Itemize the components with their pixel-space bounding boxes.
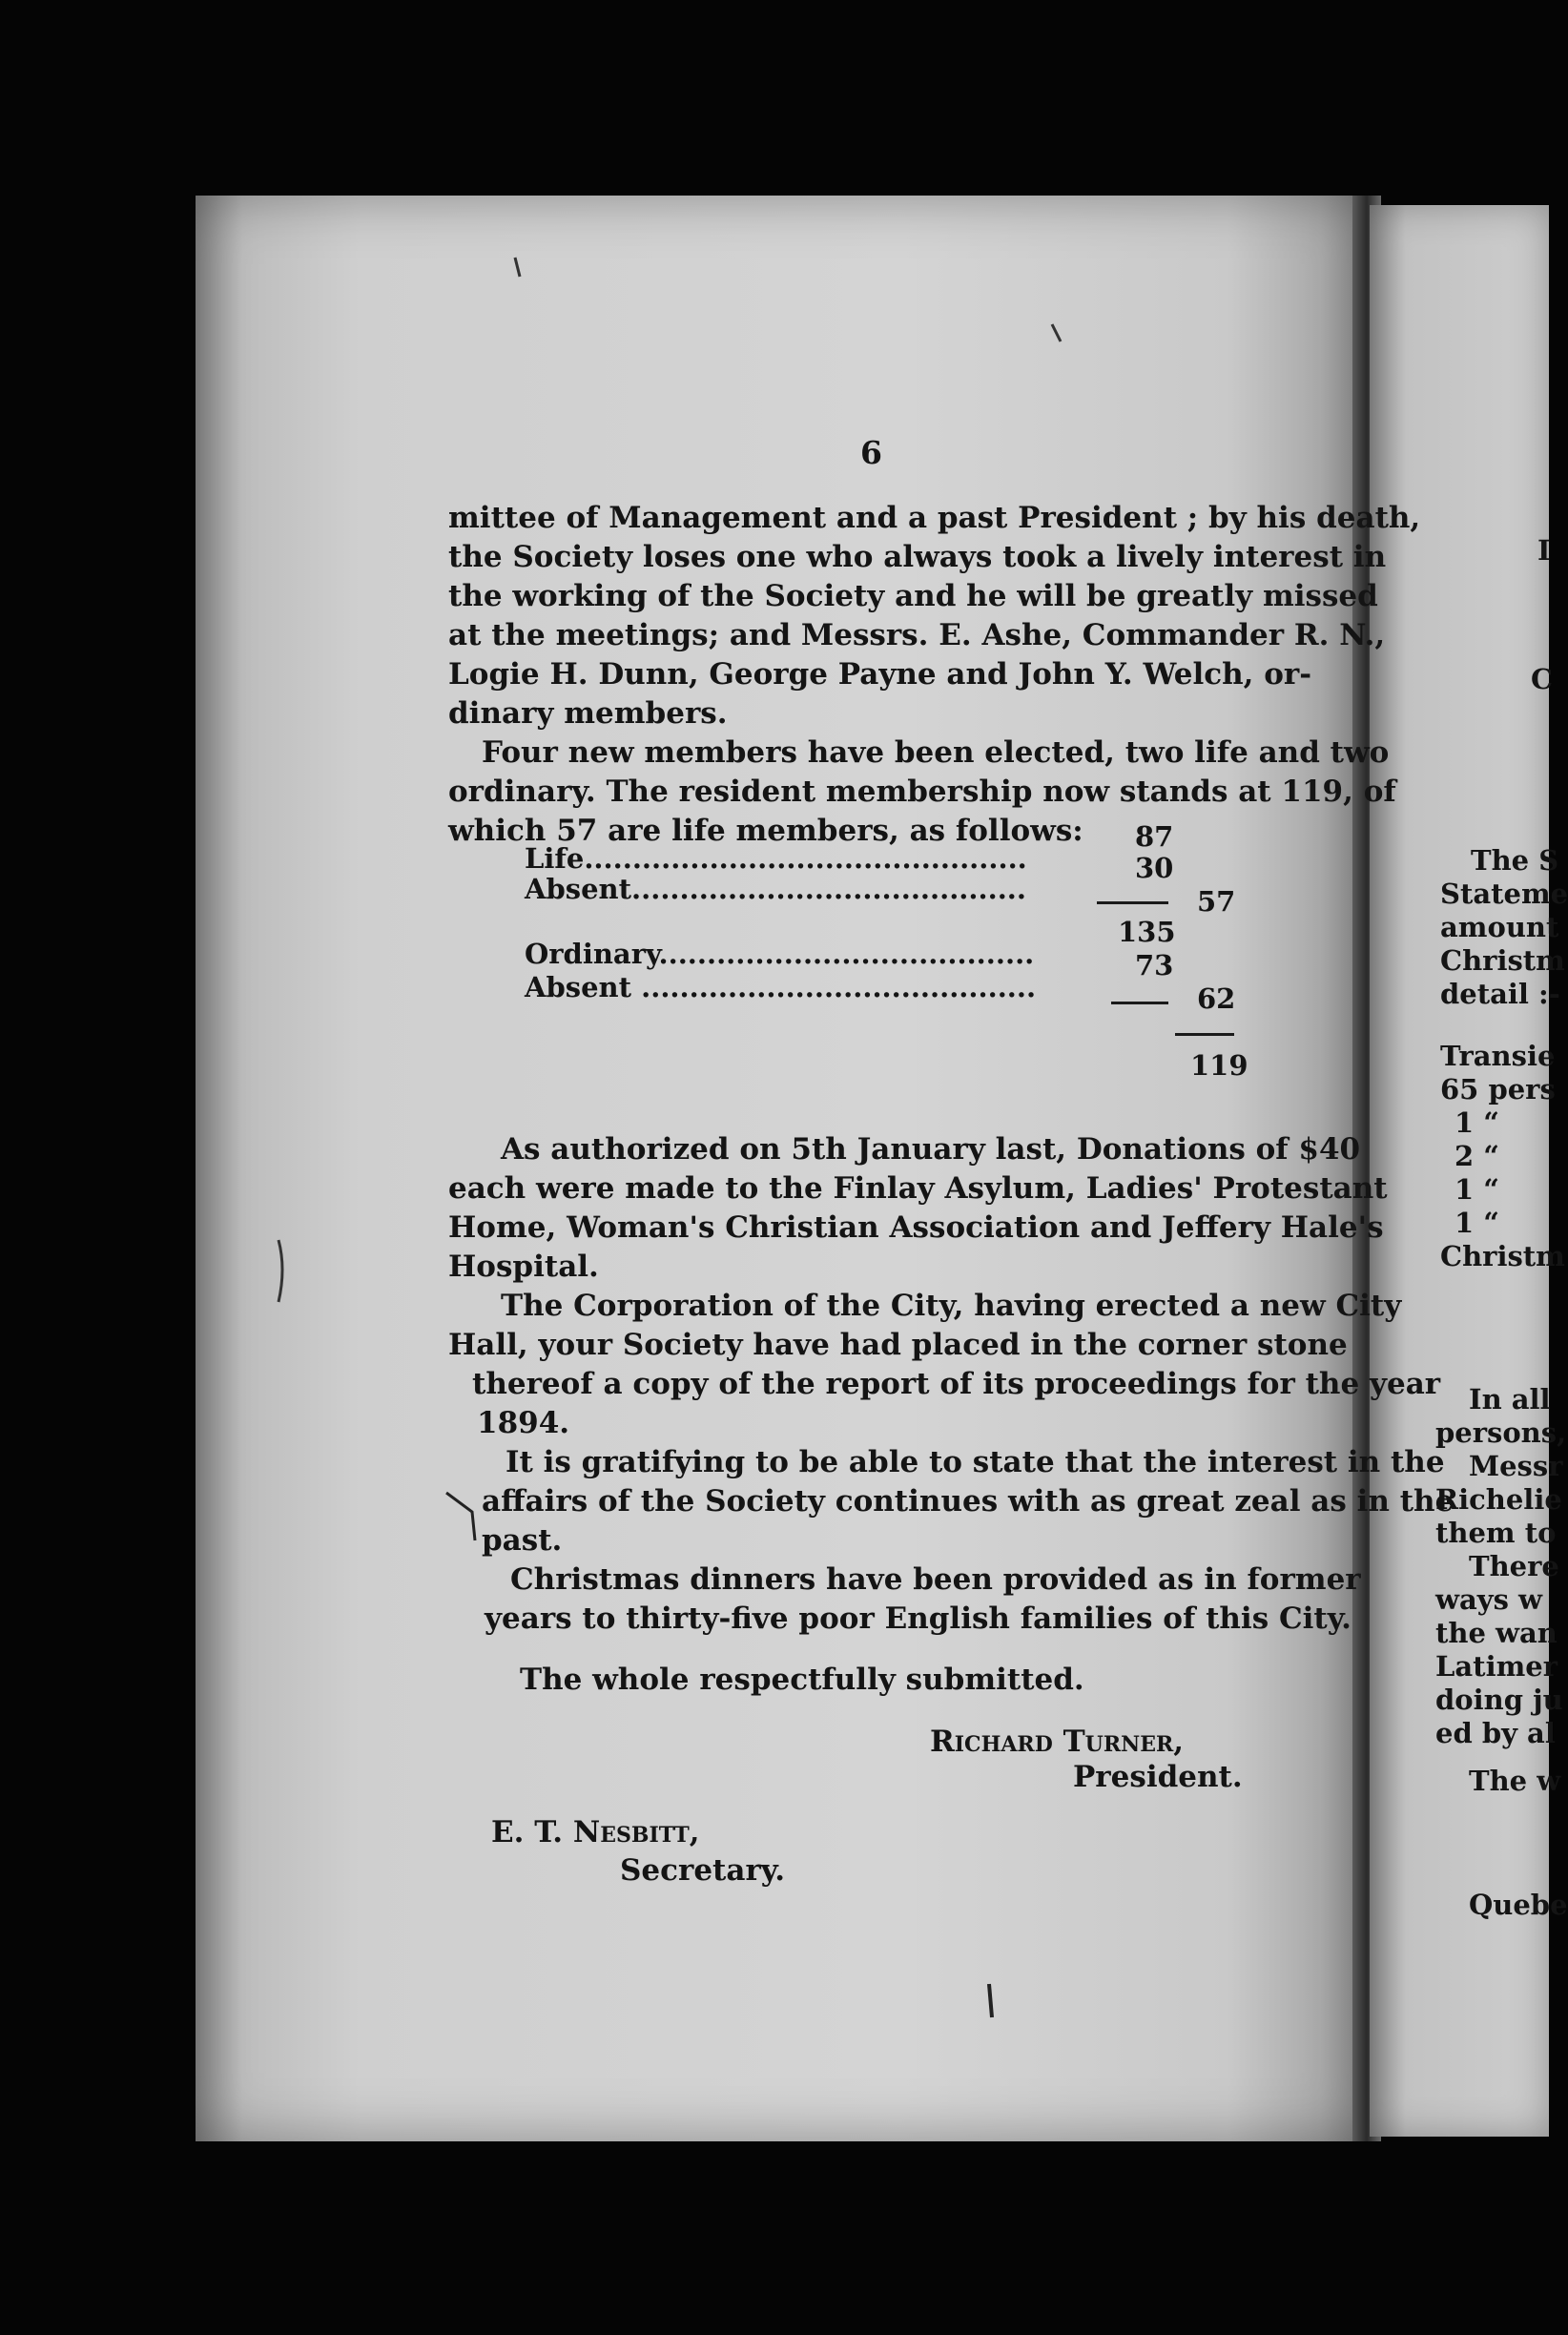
body-line: ordinary. The resident membership now stands at 119, of <box>448 775 1396 809</box>
body-line: The Corporation of the City, having erected a new City <box>501 1289 1402 1323</box>
body-line: the Society loses one who always took a lively interest in <box>448 540 1387 574</box>
closing-line: The whole respectfully submitted. <box>520 1663 1084 1697</box>
body-line: Hospital. <box>448 1250 599 1284</box>
right-page-fragment: ed by al <box>1435 1717 1556 1749</box>
membership-life-net: 57 <box>1197 885 1236 918</box>
membership-life-label: Life.............................................. <box>525 842 1027 875</box>
right-page-fragment: the wan <box>1435 1617 1558 1649</box>
right-page-fragment: Latimer <box>1435 1650 1558 1683</box>
right-page-fragment: doing ju <box>1435 1684 1563 1716</box>
margin-check-mark <box>446 1493 475 1540</box>
right-page-fragment: I <box>1537 534 1551 567</box>
membership-total: 119 <box>1190 1049 1248 1082</box>
right-page-fragment: them to <box>1435 1517 1557 1549</box>
right-page-fragment: Richelie <box>1435 1483 1562 1516</box>
right-page-fragment: 1 “ <box>1455 1207 1499 1239</box>
right-page-fragment: Transie <box>1440 1040 1556 1072</box>
right-page-fragment: C <box>1531 663 1554 695</box>
body-line: at the meetings; and Messrs. E. Ashe, Commander R. N., <box>448 618 1386 652</box>
president-name: Richard Turner, <box>930 1725 1185 1759</box>
right-page-fragment: The S <box>1471 844 1559 877</box>
right-page-fragment: 1 “ <box>1455 1106 1499 1139</box>
membership-absent-label: Absent ......................................... <box>525 971 1037 1003</box>
right-page-fragment: 1 “ <box>1455 1173 1499 1206</box>
body-line: Logie H. Dunn, George Payne and John Y. Welch, or- <box>448 657 1312 692</box>
body-line: thereof a copy of the report of its proceedings for the year <box>472 1367 1441 1401</box>
membership-life-value: 87 <box>1135 820 1174 853</box>
body-line: Hall, your Society have had placed in the corner stone <box>448 1328 1348 1362</box>
body-line: the working of the Society and he will be greatly missed <box>448 579 1378 613</box>
right-page-fragment: Quebe <box>1469 1889 1568 1921</box>
ink-stroke-mark <box>989 1984 992 2017</box>
right-page-fragment: Messr <box>1469 1450 1563 1482</box>
right-page-fragment: Christm <box>1440 1240 1565 1272</box>
right-page-fragment: There <box>1469 1550 1559 1582</box>
page-number: 6 <box>860 434 882 471</box>
body-line: 1894. <box>477 1406 570 1440</box>
right-page-fragment: The w <box>1469 1765 1561 1797</box>
right-page-fragment: amount <box>1440 911 1559 943</box>
secretary-name: E. T. Nesbitt, <box>491 1815 700 1849</box>
ink-stroke-mark <box>1052 324 1061 341</box>
body-line: Christmas dinners have been provided as in former <box>510 1562 1361 1597</box>
right-page-fragment: 2 “ <box>1455 1140 1499 1172</box>
margin-bracket-mark <box>279 1240 282 1302</box>
body-line: mittee of Management and a past President ; by his death, <box>448 501 1421 535</box>
membership-ordinary-label: Ordinary....................................... <box>525 938 1035 970</box>
body-line: As authorized on 5th January last, Donations of $40 <box>501 1132 1361 1167</box>
right-page-fragment: In all <box>1469 1383 1551 1415</box>
right-page-fragment: persons, <box>1435 1416 1567 1449</box>
right-page-fragment: Christm <box>1440 944 1565 977</box>
membership-ordinary-net: 62 <box>1197 982 1236 1015</box>
membership-absent-value: 30 <box>1135 852 1174 884</box>
right-page-fragment: ways w <box>1435 1583 1542 1616</box>
body-line: Four new members have been elected, two life and two <box>482 735 1390 770</box>
membership-absent-label: Absent......................................... <box>525 873 1026 905</box>
body-line: affairs of the Society continues with as great zeal as in the <box>482 1484 1455 1519</box>
right-page-fragment: detail :- <box>1440 978 1560 1010</box>
body-line: dinary members. <box>448 696 728 731</box>
body-line: years to thirty-five poor English families of this City. <box>485 1601 1351 1636</box>
body-line: It is gratifying to be able to state that the interest in the <box>505 1445 1445 1479</box>
body-line: which 57 are life members, as follows: <box>448 814 1083 848</box>
body-line: past. <box>482 1523 563 1558</box>
ink-stroke-mark <box>515 258 520 277</box>
membership-absent-value: 73 <box>1135 949 1174 982</box>
body-line: Home, Woman's Christian Association and Jeffery Hale's <box>448 1210 1384 1245</box>
right-page-fragment: Stateme <box>1440 878 1568 910</box>
body-line: each were made to the Finlay Asylum, Ladies' Protestant <box>448 1171 1388 1206</box>
president-title: President. <box>1073 1760 1243 1794</box>
secretary-title: Secretary. <box>620 1853 786 1888</box>
membership-ordinary-value: 135 <box>1118 916 1176 948</box>
right-page-fragment: 65 pers <box>1440 1073 1556 1106</box>
